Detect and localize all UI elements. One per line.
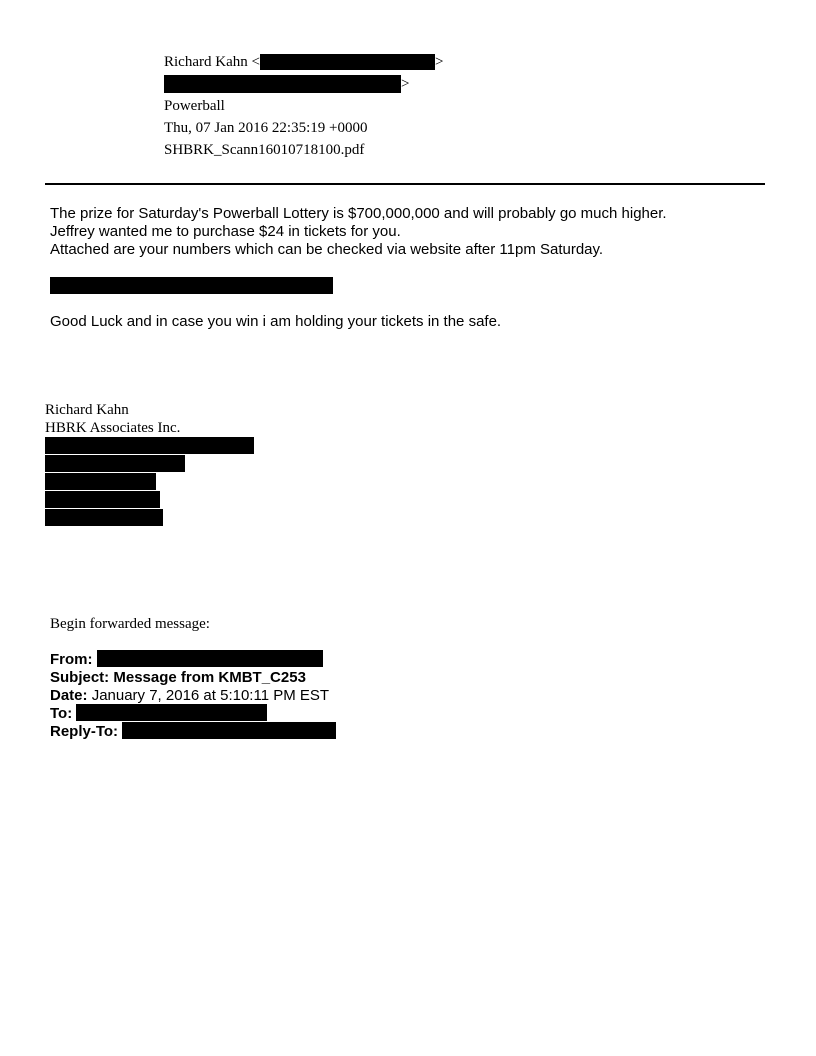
body-line-4: Good Luck and in case you win i am holding your tickets in the safe. [50, 313, 502, 330]
forwarded-to-row [50, 705, 267, 723]
signature-company: HBRK Associates Inc. [45, 420, 181, 436]
forwarded-reply-to-row [50, 723, 336, 741]
redaction-block [45, 437, 254, 454]
header-to-suffix: > [401, 76, 410, 92]
redaction-block [45, 455, 185, 472]
forwarded-subject-row [50, 669, 306, 687]
redaction-block [45, 473, 156, 490]
forwarded-from-label: From: [50, 651, 93, 668]
forwarded-date-label: Date: [50, 687, 88, 704]
header-to-value [164, 74, 409, 94]
signature-name: Richard Kahn [45, 402, 129, 418]
forwarded-subject-label: Subject: [50, 669, 110, 686]
forwarded-date-row [50, 687, 329, 705]
header-subject-value: Powerball [164, 98, 225, 114]
header-from-name: Richard Kahn < [164, 54, 260, 70]
header-divider [45, 183, 765, 185]
forwarded-from-row [50, 651, 323, 669]
header-date-value: Thu, 07 Jan 2016 22:35:19 +0000 [164, 120, 368, 136]
forwarded-intro: Begin forwarded message: [50, 616, 210, 632]
forwarded-to-label: To: [50, 705, 73, 722]
header-from-suffix: > [434, 54, 444, 70]
redaction-block [50, 277, 333, 294]
forwarded-reply-to-label: Reply-To: [50, 723, 119, 740]
body-line-2: Jeffrey wanted me to purchase $24 in tickets for you. [50, 223, 401, 240]
forwarded-subject-value: Message from KMBT_C253 [113, 669, 306, 686]
header-from-value [164, 52, 443, 72]
redaction-block [122, 722, 336, 739]
redaction-block [45, 509, 163, 526]
redaction-block [260, 54, 435, 70]
header-attachments-value: SHBRK_Scann16010718100.pdf [164, 142, 365, 158]
forwarded-date-value: January 7, 2016 at 5:10:11 PM EST [91, 687, 330, 704]
redaction-block [45, 491, 160, 508]
body-line-3: Attached are your numbers which can be checked via website after 11pm Saturday. [50, 241, 604, 258]
redaction-block [164, 75, 401, 93]
body-line-1: The prize for Saturday's Powerball Lottery is $700,000,000 and will probably go much higher. [50, 205, 667, 222]
redaction-block [76, 704, 267, 721]
redaction-block [97, 650, 323, 667]
